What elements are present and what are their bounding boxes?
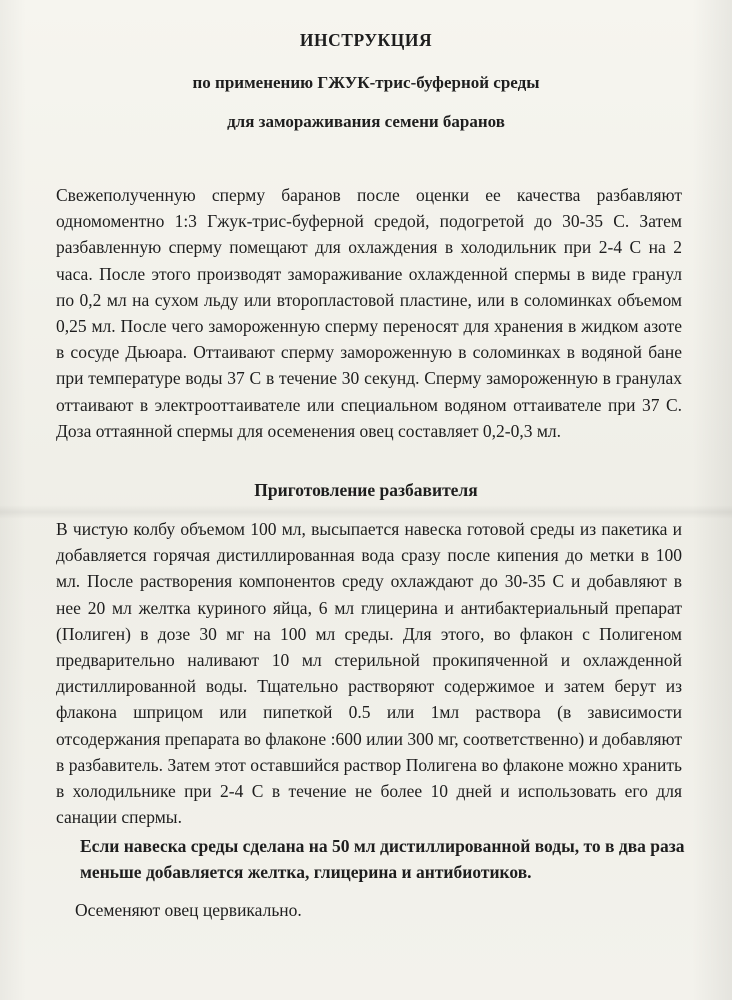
paragraph-diluent-preparation: В чистую колбу объемом 100 мл, высыпается навеска готовой среды из пакетика и добавляется горячая дистиллированная вода сразу после кипения до метки в 100 мл. После растворения компонентов среду охлаждают до 30-35 С и добавляют в нее 20 мл желтка куриного яйца, 6 мл глицерина и антибактериальный препарат (Полиген) в дозе 30 мг на 100 мл среды. Для этого, во флакон с Полигеном предварительно наливают 10 мл стерильной прокипяченной и охлажденной дистиллированной воды. Тщательно растворяют содержимое и затем берут из флакона шприцом или пипеткой 0.5 или 1мл раствора (в зависимости отсодержания препарата во флаконе :600 илии 300 мг, соответственно) и добавляют в разбавитель. Затем этот оставшийся раствор Полигена во флаконе можно хранить в холодильнике при 2-4 С в течение не более 10 дней и использовать его для санации спермы. xyxy=(56,519,682,828)
document-subtitle-line2: для замораживания семени баранов xyxy=(227,112,505,131)
section-title-diluent-preparation: Приготовление разбавителя xyxy=(254,480,478,500)
final-line: Осеменяют овец цервикально. xyxy=(75,900,302,920)
bold-note: Если навеска среды сделана на 50 мл дистиллированной воды, то в два раза меньше добавляется желтка, глицерина и антибиотиков. xyxy=(80,836,685,882)
document-subtitle-line1: по применению ГЖУК-трис-буферной среды xyxy=(192,73,540,92)
paragraph-freezing-procedure: Свежеполученную сперму баранов после оценки ее качества разбавляют одномоментно 1:3 Гжук-трис-буферной средой, подогретой до 30-35 С. Затем разбавленную сперму помещают для охлаждения в холодильник при 2-4 С на 2 часа. После этого производят замораживание охлажденной спермы в виде гранул по 0,2 мл на сухом льду или второпластовой пластине, или в соломинках объемом 0,25 мл. После чего замороженную сперму переносят для хранения в жидком азоте в сосуде Дьюара. Оттаивают сперму замороженную в соломинках в водяной бане при температуре воды 37 С в течение 30 секунд. Сперму замороженную в гранулах оттаивают в электрооттаивателе или специальном водяном оттаивателе при 37 С. Доза оттаянной спермы для осеменения овец составляет 0,2-0,3 мл. xyxy=(56,185,682,441)
document-title: ИНСТРУКЦИЯ xyxy=(299,30,433,50)
